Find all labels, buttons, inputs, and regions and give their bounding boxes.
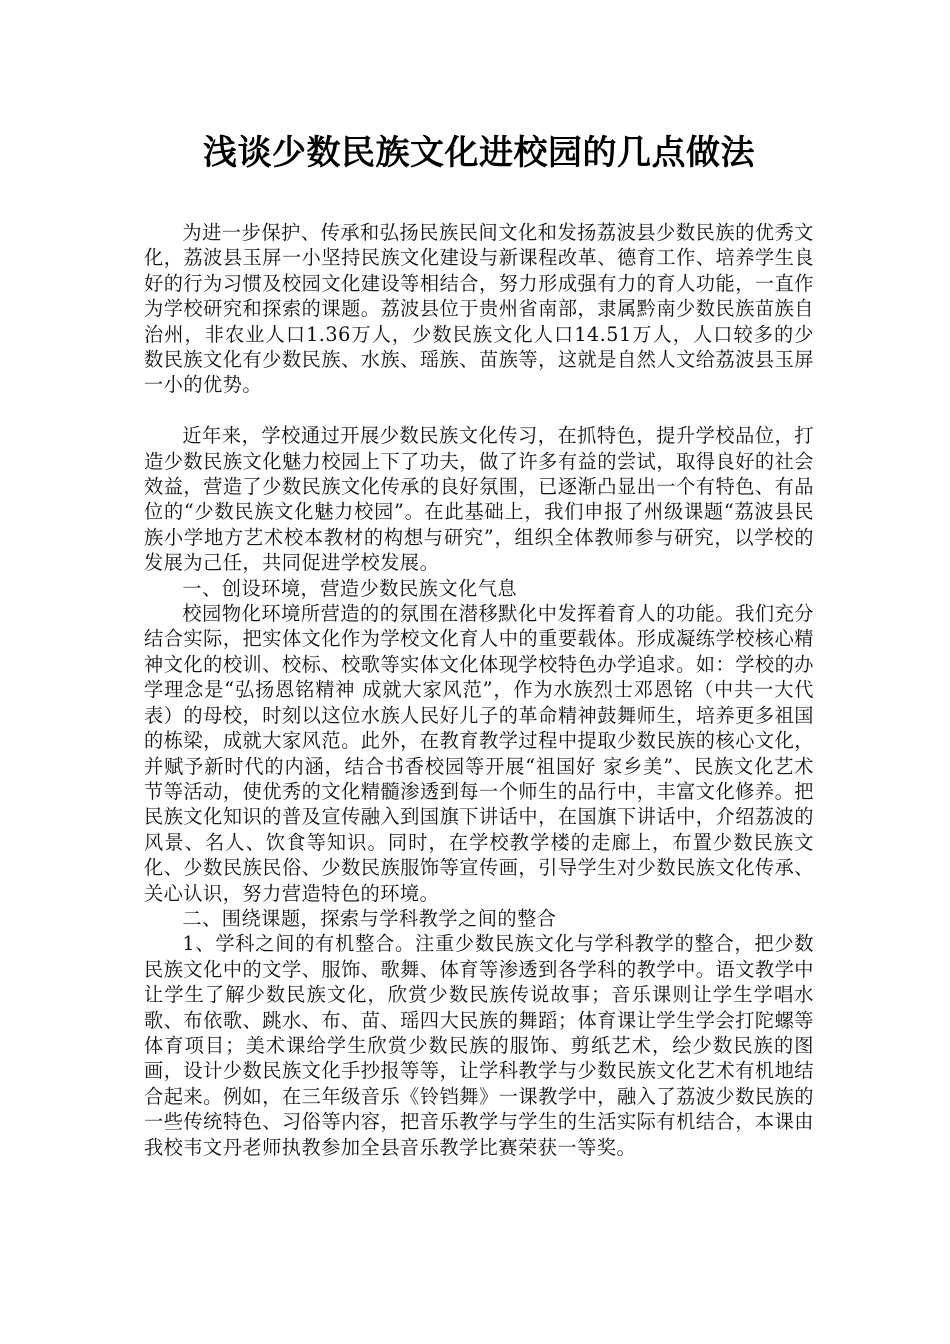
- paragraph-environment: 校园物化环境所营造的的氛围在潜移默化中发挥着育人的功能。我们充分结合实际，把实体文化作为学校文化育人中的重要载体。形成凝练学校核心精神文化的校训、校标、校歌等实体文化体现学校特色办学追求。如：学校的办学理念是“弘扬恩铭精神 成就大家风范”，作为水族烈士邓恩铭（中共一大代表）的母校，时刻以这位水族人民好儿子的革命精神鼓舞师生，培养更多祖国的栋梁，成就大家风范。此外，在教育教学过程中提取少数民族的核心文化，并赋予新时代的内涵，结合书香校园等开展“祖国好 家乡美”、民族文化艺术节等活动，使优秀的文化精髓渗透到每一个师生的品行中，丰富文化修养。把民族文化知识的普及宣传融入到国旗下讲话中，在国旗下讲话中，介绍荔波的风景、名人、饮食等知识。同时，在学校教学楼的走廊上，布置少数民族文化、少数民族民俗、少数民族服饰等宣传画，引导学生对少数民族文化传承、关心认识，努力营造特色的环境。: [144, 602, 814, 905]
- document-body: [144, 220, 814, 1160]
- document-title: 浅谈少数民族文化进校园的几点做法: [203, 133, 755, 173]
- paragraph-subject-integration: 1、学科之间的有机整合。注重少数民族文化与学科教学的整合，把少数民族文化中的文学、服饰、歌舞、体育等渗透到各学科的教学中。语文教学中让学生了解少数民族文化，欣赏少数民族传说故事；音乐课则让学生学唱水歌、布依歌、跳水、布、苗、瑶四大民族的舞蹈；体育课让学生学会打陀螺等体育项目；美术课给学生欣赏少数民族的服饰、剪纸艺术，绘少数民族的图画，设计少数民族文化手抄报等等，让学科教学与少数民族文化艺术有机地结合起来。例如，在三年级音乐《铃铛舞》一课教学中，融入了荔波少数民族的一些传统特色、习俗等内容，把音乐教学与学生的生活实际有机结合，本课由我校韦文丹老师执教参加全县音乐教学比赛荣获一等奖。: [144, 932, 814, 1159]
- paragraph-recent-years: 近年来，学校通过开展少数民族文化传习，在抓特色，提升学校品位，打造少数民族文化魅力校园上下了功夫，做了许多有益的尝试，取得良好的社会效益，营造了少数民族文化传承的良好氛围，已逐渐凸显出一个有特色、有品位的“少数民族文化魅力校园”。在此基础上，我们申报了州级课题“荔波县民族小学地方艺术校本教材的构想与研究”，组织全体教师参与研究，以学校的发展为己任，共同促进学校发展。: [144, 424, 814, 575]
- paragraph-intro: 为进一步保护、传承和弘扬民族民间文化和发扬荔波县少数民族的优秀文化，荔波县玉屏一小坚持民族文化建设与新课程改革、德育工作、培养学生良好的行为习惯及校园文化建设等相结合，努力形成强有力的育人功能，一直作为学校研究和探索的课题。荔波县位于贵州省南部，隶属黔南少数民族苗族自治州，非农业人口1.36万人，少数民族文化人口14.51万人，人口较多的少数民族文化有少数民族、水族、瑶族、苗族等，这就是自然人文给荔波县玉屏一小的优势。: [144, 221, 814, 397]
- paragraph-gap: [144, 398, 814, 423]
- document-page: [144, 0, 814, 1160]
- section-heading-integration: 二、围绕课题，探索与学科教学之间的整合: [182, 906, 557, 930]
- section-heading-environment: 一、创设环境，营造少数民族文化气息: [182, 576, 518, 600]
